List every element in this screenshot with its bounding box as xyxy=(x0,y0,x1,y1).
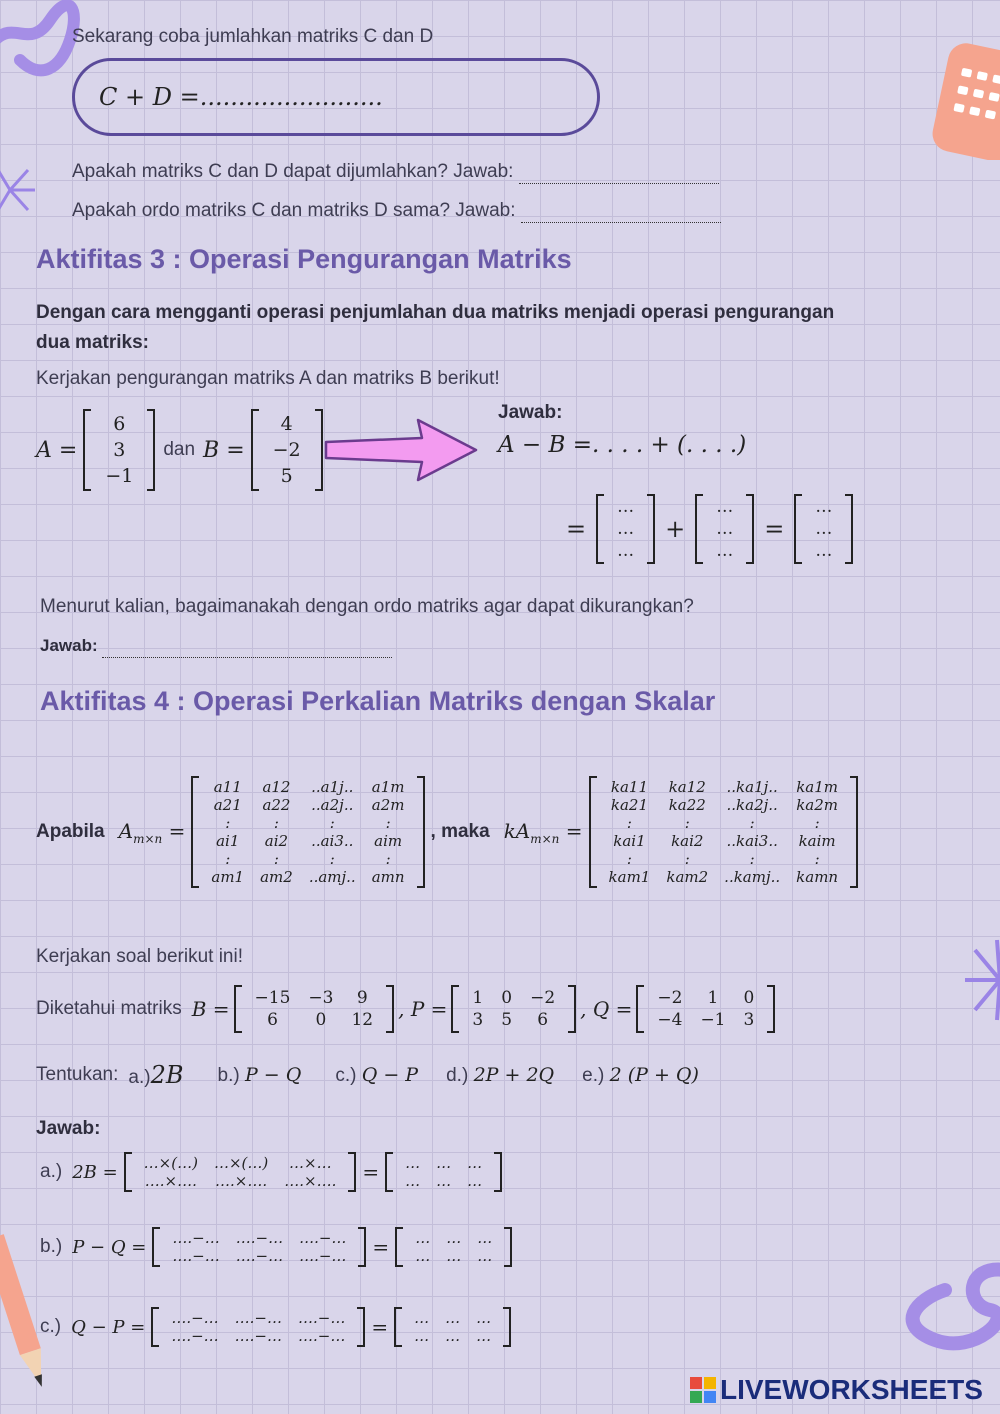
matrix-cell: … xyxy=(415,1247,431,1265)
equals-sign: = xyxy=(764,515,785,543)
answer-label: b.) xyxy=(40,1236,63,1257)
matrix-a-label: A = xyxy=(36,437,78,463)
matrix-cell: ka22 xyxy=(668,796,706,814)
matrix-cell: −1 xyxy=(105,465,134,487)
matrix-cell: … xyxy=(476,1309,492,1327)
matrix-cell: ..ka2j.. xyxy=(726,796,778,814)
answer-label: a.) xyxy=(40,1161,63,1182)
question-text: Apakah ordo matriks C dan matriks D sama? Jawab: xyxy=(72,200,516,221)
matrix-cell: … xyxy=(815,497,833,517)
task-item-a xyxy=(128,1061,183,1089)
task-expr: Q − P xyxy=(361,1063,419,1086)
matrix-cell: ….−… xyxy=(171,1327,219,1345)
matrix-cell: : xyxy=(814,850,820,868)
matrix-cell: −3 xyxy=(308,988,334,1008)
answer-work-matrix xyxy=(124,1152,357,1192)
matrix-cell: kai1 xyxy=(613,832,646,850)
question-can-add xyxy=(72,161,719,184)
matrix-b xyxy=(251,409,323,491)
matrix-cell: a1m xyxy=(371,778,405,796)
jawab-label: Jawab: xyxy=(498,402,563,423)
section-title-activity-4: Aktifitas 4 : Operasi Perkalian Matriks dengan Skalar xyxy=(40,686,716,716)
matrix-cell: ..ai3.. xyxy=(311,832,354,850)
sum-answer-box xyxy=(72,58,600,136)
matrix-cell: aim xyxy=(374,832,403,850)
answer-expr: 2B = xyxy=(72,1161,118,1183)
matrix-cell: : xyxy=(329,814,335,832)
matrix-cell: a12 xyxy=(262,778,291,796)
matrix-cell: : xyxy=(814,814,820,832)
matrix-cell: … xyxy=(617,519,635,539)
equals-sign: = xyxy=(371,1315,389,1339)
matrix-cell: … xyxy=(405,1154,421,1172)
matrix-cell: : xyxy=(749,814,755,832)
matrix-cell: ai2 xyxy=(264,832,289,850)
scaled-matrix xyxy=(589,776,859,888)
matrix-cell: … xyxy=(436,1154,452,1172)
brand-name: LIVEWORKSHEETS xyxy=(720,1374,983,1405)
matrix-q xyxy=(636,985,775,1033)
matrix-cell: 5 xyxy=(501,1010,513,1030)
maka-label: , maka xyxy=(430,821,490,842)
matrix-cell: 6 xyxy=(537,1010,549,1030)
matrix-cell: 3 xyxy=(113,439,126,461)
matrix-cell: ….−… xyxy=(299,1229,347,1247)
task-label: e.) xyxy=(582,1064,605,1086)
matrix-cell: …×… xyxy=(289,1154,332,1172)
task-label: d.) xyxy=(446,1064,469,1086)
subscript: m×n xyxy=(530,831,560,846)
matrix-cell: : xyxy=(385,814,391,832)
given-matrices xyxy=(36,980,775,1038)
matrix-b xyxy=(234,985,395,1033)
matrix-cell: a21 xyxy=(213,796,242,814)
matrix-cell: kamn xyxy=(796,868,839,886)
matrix-cell: … xyxy=(467,1172,483,1190)
matrices-a-b xyxy=(36,402,323,498)
matrix-cell: ..ka1j.. xyxy=(726,778,778,796)
diketahui-label: Diketahui matriks xyxy=(36,998,182,1019)
matrix-cell: : xyxy=(626,850,632,868)
matrix-cell: a22 xyxy=(262,796,291,814)
activity-3-description: Dengan cara mengganti operasi penjumlahan dua matriks menjadi operasi pengurangan dua matriks: xyxy=(36,302,835,353)
calculator-icon xyxy=(930,40,1000,160)
activity-3-question: Menurut kalian, bagaimanakah dengan ordo matriks agar dapat dikurangkan? xyxy=(40,596,694,617)
answer-same-order-input[interactable] xyxy=(521,202,721,223)
matrix-cell: : xyxy=(626,814,632,832)
matrix-cell: 12 xyxy=(351,1010,374,1030)
answer-expr: Q − P = xyxy=(71,1316,146,1338)
matrix-cell: kam2 xyxy=(666,868,709,886)
liveworksheets-icon xyxy=(690,1377,716,1403)
squiggle-decoration xyxy=(905,1260,1000,1370)
subscript: m×n xyxy=(133,831,163,846)
matrix-cell: kam1 xyxy=(608,868,651,886)
matrix-cell: ka12 xyxy=(668,778,706,796)
answer-result-matrix xyxy=(385,1152,502,1192)
intro-instruction: Sekarang coba jumlahkan matriks C dan D xyxy=(72,26,434,47)
answer-order-input[interactable] xyxy=(102,637,392,658)
matrix-cell: ….×…. xyxy=(215,1172,268,1190)
task-item-b xyxy=(218,1064,302,1087)
matrix-cell: ….−… xyxy=(298,1327,346,1345)
task-expr: 2B xyxy=(150,1061,184,1089)
scalar-definition xyxy=(36,744,858,920)
answer-work-matrix xyxy=(151,1307,365,1347)
matrix-cell: : xyxy=(385,850,391,868)
equals-sign: = xyxy=(566,515,587,543)
task-expr: 2 (P + Q) xyxy=(609,1063,699,1086)
sum-expression: C + D =........................ xyxy=(99,83,383,111)
matrix-cell: 3 xyxy=(743,1010,755,1030)
ka-mxn-label xyxy=(504,819,583,846)
answer-a xyxy=(40,1146,502,1198)
matrix-cell: … xyxy=(716,497,734,517)
matrix-cell: ka21 xyxy=(610,796,649,814)
matrix-cell: : xyxy=(273,850,279,868)
matrix-cell: … xyxy=(446,1247,462,1265)
matrix-a xyxy=(83,409,155,491)
matrix-cell: amn xyxy=(371,868,405,886)
matrix-cell: … xyxy=(716,541,734,561)
matrix-cell: ….−… xyxy=(234,1309,282,1327)
matrix-cell: : xyxy=(749,850,755,868)
matrix-cell: ….−… xyxy=(298,1309,346,1327)
matrix-cell: … xyxy=(415,1229,431,1247)
matrix-cell: …×(…) xyxy=(213,1154,269,1172)
answer-matrix-2 xyxy=(695,494,754,564)
tasks-list xyxy=(36,1060,699,1090)
matrix-cell: −2 xyxy=(657,988,683,1008)
matrix-cell: : xyxy=(225,850,231,868)
matrix-p-label: , P = xyxy=(398,997,448,1021)
answer-expr: P − Q = xyxy=(72,1236,147,1258)
matrix-cell: … xyxy=(815,541,833,561)
matrix-cell: 0 xyxy=(315,1010,327,1030)
matrix-cell: : xyxy=(225,814,231,832)
symbol: A xyxy=(118,818,134,843)
matrix-q-label: , Q = xyxy=(580,997,633,1021)
matrix-cell: a11 xyxy=(213,778,242,796)
matrix-cell: −2 xyxy=(530,988,556,1008)
matrix-cell: : xyxy=(273,814,279,832)
equals-sign: = xyxy=(362,1160,380,1184)
matrix-cell: kaim xyxy=(798,832,836,850)
matrix-cell: ..kai3.. xyxy=(726,832,778,850)
dan-text: dan xyxy=(163,439,196,460)
matrix-cell: 1 xyxy=(707,988,719,1008)
matrix-cell: 6 xyxy=(267,1010,278,1030)
matrix-cell: ….−… xyxy=(234,1327,282,1345)
matrix-cell: 4 xyxy=(280,413,293,435)
matrix-cell: ….−… xyxy=(172,1229,220,1247)
task-label: b.) xyxy=(217,1064,240,1086)
matrix-cell: 1 xyxy=(472,988,484,1008)
matrix-cell: 0 xyxy=(743,988,755,1008)
activity-3-task: Kerjakan pengurangan matriks A dan matriks B berikut! xyxy=(36,368,500,389)
matrix-cell: … xyxy=(716,519,734,539)
section-title-activity-3: Aktifitas 3 : Operasi Pengurangan Matriks xyxy=(36,244,572,274)
answer-b xyxy=(40,1221,512,1273)
matrix-cell: ….×…. xyxy=(284,1172,337,1190)
subtraction-expression: A − B =. . . . + (. . . .) xyxy=(498,432,747,458)
activity-3-answer xyxy=(40,636,392,658)
answer-result-matrix xyxy=(394,1307,511,1347)
matrix-cell: 0 xyxy=(501,988,513,1008)
question-text: Apakah matriks C dan D dapat dijumlahkan? Jawab: xyxy=(72,161,514,182)
apabila-label: Apabila xyxy=(36,821,105,842)
matrix-cell: ….−… xyxy=(235,1229,284,1247)
matrix-cell: … xyxy=(467,1154,483,1172)
matrix-cell: a2m xyxy=(371,796,405,814)
matrix-cell: 6 xyxy=(113,413,126,435)
matrix-cell: ai1 xyxy=(216,832,240,850)
matrix-cell: ….×…. xyxy=(144,1172,197,1190)
matrix-cell: … xyxy=(405,1172,421,1190)
answer-c xyxy=(40,1301,511,1353)
matrix-cell: … xyxy=(617,497,635,517)
matrix-cell: : xyxy=(684,814,690,832)
matrix-cell: … xyxy=(476,1327,492,1345)
activity-4-task: Kerjakan soal berikut ini! xyxy=(36,946,243,967)
matrix-cell: … xyxy=(446,1229,462,1247)
matrix-cell: … xyxy=(445,1327,461,1345)
matrix-cell: : xyxy=(329,850,335,868)
matrix-cell: …×(…) xyxy=(143,1154,198,1172)
matrix-cell: ….−… xyxy=(171,1309,219,1327)
sparkle-icon xyxy=(945,935,1000,1025)
task-label: c.) xyxy=(335,1064,357,1086)
matrix-cell: … xyxy=(477,1247,493,1265)
matrix-cell: ..a1j.. xyxy=(311,778,354,796)
task-item-d xyxy=(446,1064,554,1087)
matrix-b-label: B = xyxy=(203,437,245,463)
matrix-cell: : xyxy=(684,850,690,868)
matrix-cell: ..kamj.. xyxy=(724,868,781,886)
task-item-c xyxy=(335,1064,418,1087)
matrix-cell: −15 xyxy=(254,988,291,1008)
matrix-cell: … xyxy=(436,1172,452,1190)
question-same-order xyxy=(72,200,721,223)
matrix-cell: ka2m xyxy=(796,796,839,814)
matrix-cell: … xyxy=(414,1309,430,1327)
matrix-cell: −2 xyxy=(272,439,301,461)
matrix-cell: 3 xyxy=(472,1010,484,1030)
answer-label: c.) xyxy=(40,1316,62,1337)
subtraction-answer xyxy=(566,482,853,576)
task-expr: P − Q xyxy=(244,1063,302,1086)
matrix-cell: am1 xyxy=(211,868,245,886)
answer-work-matrix xyxy=(152,1227,366,1267)
liveworksheets-logo[interactable] xyxy=(690,1372,983,1408)
task-label: a.) xyxy=(128,1067,151,1088)
matrix-cell: … xyxy=(815,519,833,539)
answer-can-add-input[interactable] xyxy=(519,163,719,184)
jawab-label: Jawab: xyxy=(40,636,98,655)
symbol: kA xyxy=(503,818,531,843)
matrix-cell: ..amj.. xyxy=(308,868,356,886)
matrix-cell: −4 xyxy=(657,1010,683,1030)
matrix-cell: kai2 xyxy=(671,832,704,850)
tentukan-label: Tentukan: xyxy=(36,1064,119,1085)
matrix-cell: … xyxy=(617,541,635,561)
matrix-cell: −1 xyxy=(700,1010,726,1030)
a-mxn-label xyxy=(119,819,186,846)
answer-matrix-1 xyxy=(596,494,655,564)
matrix-b-label: B = xyxy=(191,997,230,1021)
matrix-cell: ka1m xyxy=(796,778,839,796)
matrix-cell: ..a2j.. xyxy=(311,796,354,814)
matrix-cell: 5 xyxy=(280,465,293,487)
task-item-e xyxy=(582,1064,699,1087)
answer-matrix-3 xyxy=(794,494,853,564)
matrix-cell: ka11 xyxy=(610,778,649,796)
plus-sign: + xyxy=(665,515,686,543)
matrix-cell: ….−… xyxy=(235,1247,284,1265)
matrix-cell: … xyxy=(477,1229,493,1247)
matrix-cell: 9 xyxy=(356,988,368,1008)
matrix-p xyxy=(451,985,576,1033)
matrix-cell: am2 xyxy=(260,868,293,886)
matrix-cell: … xyxy=(445,1309,461,1327)
sparkle-icon xyxy=(0,160,40,220)
matrix-cell: … xyxy=(414,1327,430,1345)
arrow-right-icon xyxy=(322,414,480,486)
general-matrix xyxy=(191,776,424,888)
equals-sign: = xyxy=(168,818,186,843)
equals-sign: = xyxy=(565,818,583,843)
matrix-cell: ….−… xyxy=(172,1247,220,1265)
task-expr: 2P + 2Q xyxy=(473,1063,555,1086)
answer-result-matrix xyxy=(395,1227,512,1267)
jawab-label: Jawab: xyxy=(36,1118,101,1139)
equals-sign: = xyxy=(372,1235,390,1259)
matrix-cell: ….−… xyxy=(299,1247,347,1265)
